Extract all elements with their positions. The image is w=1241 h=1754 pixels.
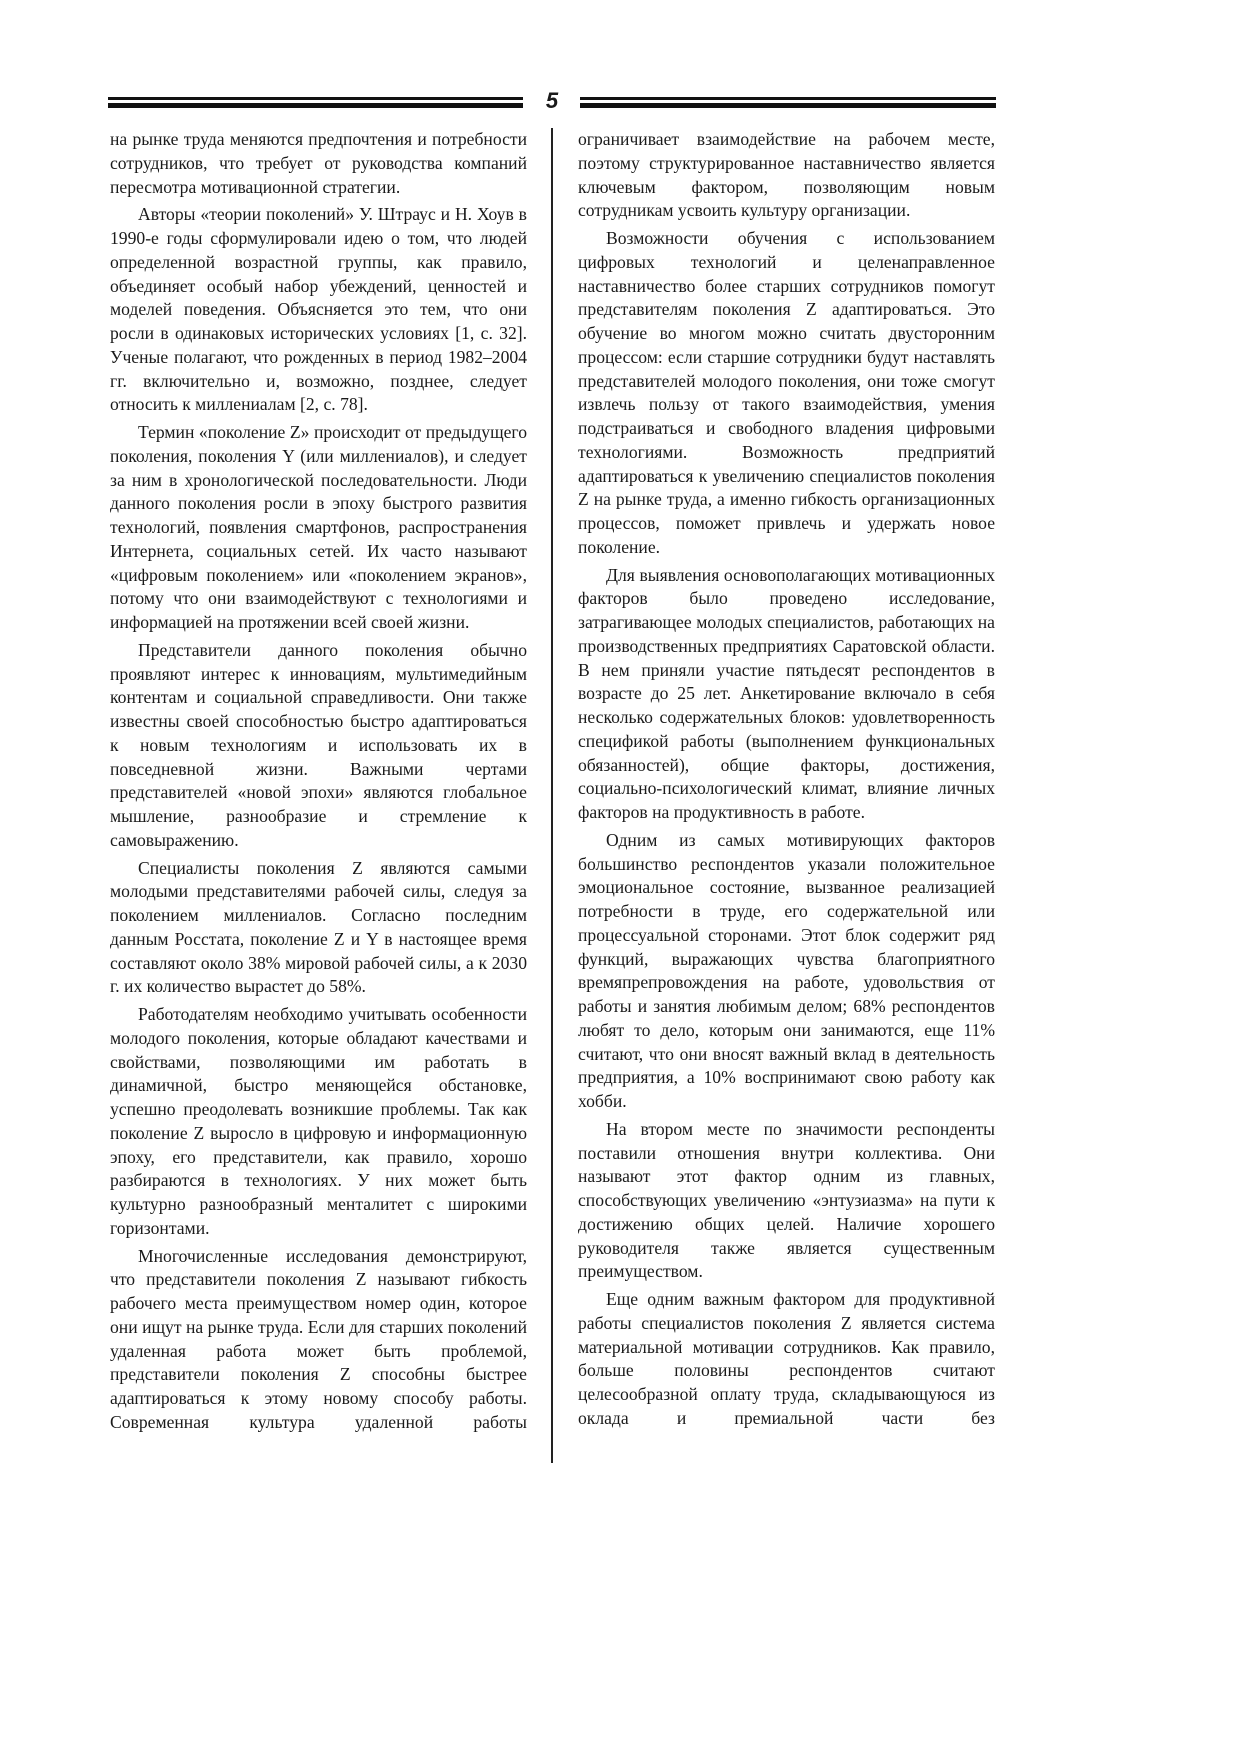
header-rule-left [108, 97, 523, 108]
column-divider [551, 128, 553, 1463]
paragraph: Термин «поколение Z» происходит от предыдущего поколения, поколения Y (или миллениалов), и следует за ним в хронологической последовательности. Люди данного поколения росли в эпоху быстрого развития технологий, появления смартфонов, распространения Интернета, социальных сетей. Их часто называют «цифровым поколением» или «поколением экранов», потому что они взаимодействуют с технологиями и информацией на протяжении всей своей жизни. [110, 422, 527, 632]
paragraph: Одним из самых мотивирующих факторов большинство респондентов указали положительное эмоциональное состояние, вызванное реализацией потребности в труде, его содержательной или процессуальной сторонами. Этот блок содержит ряд функций, выражающих чувства благоприятного времяпрепровождения на работе, удовольствия от работы и занятия любимым делом; 68% респондентов любят то дело, которым они занимаются, еще 11% считают, что они вносят важный вклад в деятельность предприятия, а 10% воспринимают свою работу как хобби. [578, 829, 995, 1111]
paragraph: Еще одним важным фактором для продуктивной работы специалистов поколения Z является система материальной мотивации сотрудников. Как правило, больше половины респондентов считают целесообразной оплату труда, складывающуюся из оклада и премиальной части без [578, 1289, 995, 1428]
paragraph: Специалисты поколения Z являются самыми молодыми представителями рабочей силы, следуя за поколением миллениалов. Согласно последним данным Росстата, поколение Z и Y в настоящее время составляют около 38% мировой рабочей силы, а к 2030 г. их количество вырастет до 58%. [110, 857, 527, 997]
right-column [578, 128, 995, 1435]
left-column [110, 128, 527, 1439]
paragraph: На втором месте по значимости респонденты поставили отношения внутри коллектива. Они называют этот фактор одним из главных, способствующих увеличению «энтузиазма» на пути к достижению общих целей. Наличие хорошего руководителя также является существенным преимуществом. [578, 1118, 995, 1282]
paragraph: на рынке труда меняются предпочтения и потребности сотрудников, что требует от руководства компаний пересмотра мотивационной стратегии. [110, 129, 527, 197]
paragraph: Возможности обучения с использованием цифровых технологий и целенаправленное наставничество более старших сотрудников помогут представителям поколения Z адаптироваться. Это обучение во многом можно считать двусторонним процессом: если старшие сотрудники будут наставлять представителей молодого поколения, они тоже смогут извлечь пользу от такого взаимодействия, умения подстраиваться и свободного владения цифровыми технологиями. Возможность предприятий адаптироваться к увеличению специалистов поколения Z на рынке труда, а именно гибкость организационных процессов, поможет привлечь и удержать новое поколение. [578, 228, 995, 557]
page-number: 5 [545, 88, 559, 113]
header-rule-right [580, 97, 996, 108]
paragraph: Представители данного поколения обычно проявляют интерес к инновациям, мультимедийным контентам и социальной справедливости. Они также известны своей способностью быстро адаптироваться к новым технологиям и использовать их в повседневной жизни. Важными чертами представителей «новой эпохи» являются глобальное мышление, разнообразие и стремление к самовыражению. [110, 639, 527, 850]
paragraph: Многочисленные исследования демонстрируют, что представители поколения Z называют гибкость рабочего места преимуществом номер один, которое они ищут на рынке труда. Если для старших поколений удаленная работа может быть проблемой, представители поколения Z способны быстрее адаптироваться к этому новому способу работы. Современная культура удаленной работы [110, 1245, 527, 1432]
paragraph: Работодателям необходимо учитывать особенности молодого поколения, которые обладают качествами и свойствами, позволяющими им работать в динамичной, быстро меняющейся обстановке, успешно преодолевать возникшие проблемы. Так как поколение Z выросло в цифровую и информационную эпоху, его представители, как правило, хорошо разбираются в технологиях. У них может быть культурно разнообразный менталитет с широкими горизонтами. [110, 1004, 527, 1238]
paragraph: Авторы «теории поколений» У. Штраус и Н. Хоув в 1990-е годы сформулировали идею о том, что людей определенной возрастной группы, как правило, объединяет особый набор убеждений, ценностей и моделей поведения. Объясняется это тем, что они росли в одинаковых исторических условиях [1, с. 32]. Ученые полагают, что рожденных в период 1982–2004 гг. включительно и, возможно, позднее, следует относить к миллениалам [2, с. 78]. [110, 204, 527, 415]
paragraph: Для выявления основополагающих мотивационных факторов было проведено исследование, затрагивающее молодых специалистов, работающих на производственных предприятиях Саратовской области. В нем приняли участие пятьдесят респондентов в возрасте до 25 лет. Анкетирование включало в себя несколько содержательных блоков: удовлетворенность спецификой работы (выполнением функциональных обязанностей), общие факторы, достижения, социально-психологический климат, влияние личных факторов на продуктивность в работе. [578, 564, 995, 822]
paragraph: ограничивает взаимодействие на рабочем месте, поэтому структурированное наставничество является ключевым фактором, позволяющим новым сотрудникам усвоить культуру организации. [578, 129, 995, 221]
